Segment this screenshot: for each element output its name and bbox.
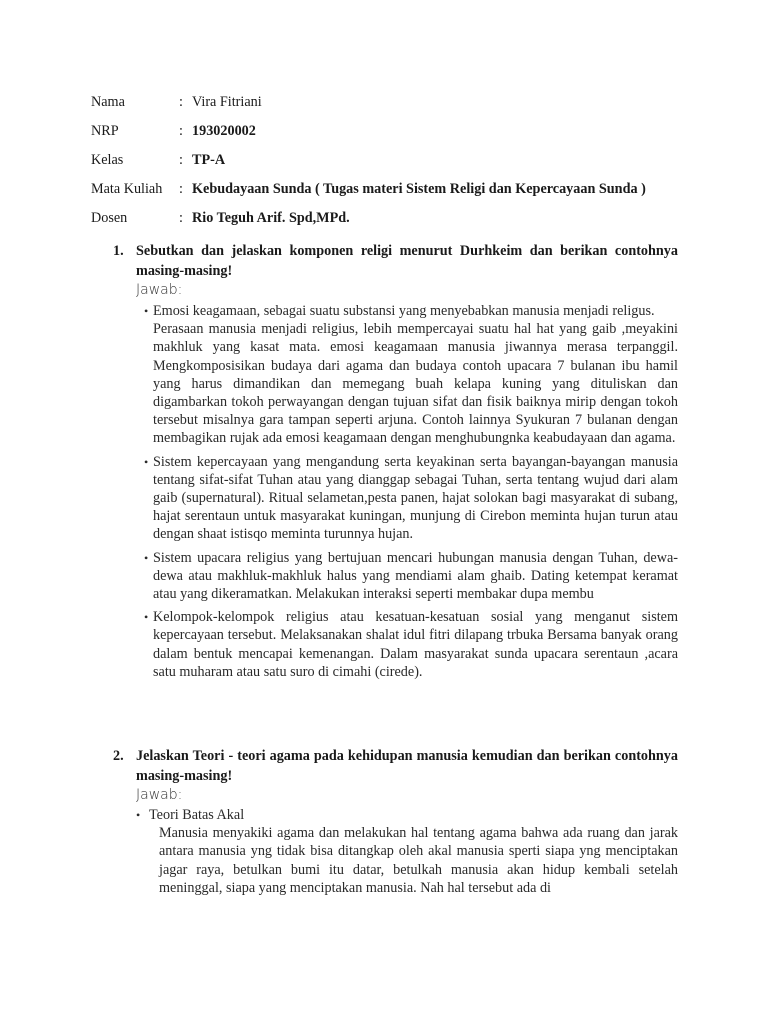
info-label: NRP — [91, 123, 119, 139]
info-label: Dosen — [91, 210, 128, 226]
info-value: Rio Teguh Arif. Spd,MPd. — [192, 210, 350, 226]
question-number: 2. — [113, 748, 124, 764]
info-separator: : — [179, 123, 183, 139]
info-row-dosen — [91, 208, 711, 237]
bullet-icon: • — [144, 550, 149, 565]
answer-item — [144, 302, 678, 448]
info-row-nrp — [91, 121, 711, 150]
answer-text: Sistem upacara religius yang bertujuan mencari hubungan manusia dengan Tuhan, dewa-dewa atau makhluk-makhluk halus yang mendiami alam ghaib. Dating ketempat keramat atau yang dikeramatkan. Melakukan interaksi seperti membakar dupa membu — [153, 549, 678, 603]
info-value: Vira Fitriani — [192, 94, 262, 110]
info-value: Kebudayaan Sunda ( Tugas materi Sistem Religi dan Kepercayaan Sunda ) — [192, 181, 646, 197]
answer-item — [144, 549, 678, 604]
question-2 — [113, 746, 678, 897]
info-row-nama — [91, 92, 711, 121]
info-label: Nama — [91, 94, 125, 110]
question-number: 1. — [113, 243, 124, 259]
answer-text: Sistem kepercayaan yang mengandung serta keyakinan serta bayangan-bayangan manusia tentang sifat-sifat Tuhan atau yang dianggap sebagai Tuhan, serta tentang wujud dari alam gaib (supernatural). Ritual selametan,pesta panen, hajat solokan bagi masyarakat di subang, hajat serentaun untuk masyarakat kuningan, munjung di Cirebon meminta hujan turun atau dengan shaat istisqo meminta turunnya hujan. — [153, 453, 678, 543]
info-value: 193020002 — [192, 123, 256, 139]
student-info — [91, 92, 711, 237]
info-label: Mata Kuliah — [91, 181, 163, 197]
answer-explanation: Perasaan manusia menjadi religius, lebih mempercayai suatu hal hat yang gaib ,meyakini makhluk yang kasat mata. emosi keagamaan manusia jiwannya merasa terpanggil. Mengkomposisikan budaya dari agama dan budaya contoh upacara 7 bulanan ibu hamil yang harus dimandikan dan memegang buah kelapa kuning yang dituliskan dan digambarkan tokoh perwayangan dengan tujuan sifat dan fisik baiknya mirip dengan tokoh tersebut misalnya gara tampan seperti arjuna. Contoh lainnya Syukuran 7 bulanan dengan membagikan rujak ada emosi keagamaan dengan menghubungnka keabudayaan dan agama. — [153, 321, 678, 447]
answer-label: Jawab: — [136, 282, 183, 298]
info-row-mata-kuliah — [91, 179, 711, 208]
info-separator: : — [179, 181, 183, 197]
info-separator: : — [179, 152, 183, 168]
answer-text: Emosi keagamaan, sebagai suatu substansi yang menyebabkan manusia menjadi religus. — [153, 303, 655, 319]
question-text: Sebutkan dan jelaskan komponen religi menurut Durhkeim dan berikan contohnya masing-masing! — [136, 243, 678, 279]
answer-text: Manusia menyakiki agama dan melakukan hal tentang agama bahwa ada ruang dan jarak antara manusia yng tidak bisa ditangkap oleh akal manusia sperti siapa yng menciptakan jagar raya, betulkan bumi itu datar, betulkah manusia akan hidup kembali setelah meninggal, siapa yang menciptakan manusia. Nah hal tersebut ada di — [159, 825, 678, 896]
info-value: TP-A — [192, 152, 226, 168]
info-separator: : — [179, 94, 183, 110]
question-1 — [113, 241, 678, 681]
question-text: Jelaskan Teori - teori agama pada kehidupan manusia kemudian dan berikan contohnya masing-masing! — [136, 748, 678, 784]
answer-label: Jawab: — [136, 787, 183, 803]
answer-item — [144, 453, 678, 544]
bullet-icon: • — [144, 610, 149, 625]
info-separator: : — [179, 210, 183, 226]
info-label: Kelas — [91, 152, 124, 168]
bullet-icon: • — [144, 454, 149, 469]
answer-item — [144, 608, 678, 681]
info-row-kelas — [91, 150, 711, 179]
bullet-icon: • — [136, 808, 141, 822]
answer-text: Kelompok-kelompok religius atau kesatuan-kesatuan sosial yang menganut sistem kepercayaan tersebut. Melaksanakan shalat idul fitri dilapang trbuka Bersama banyak orang dalam bentuk mencapai kemenangan. Dalam masyarakat sunda upacara serentaun ,acara satu muharam atau satu suro di cimahi (cirede). — [153, 609, 678, 680]
answer-title: Teori Batas Akal — [149, 807, 245, 823]
answer-item — [136, 806, 678, 897]
bullet-icon: • — [144, 304, 149, 318]
